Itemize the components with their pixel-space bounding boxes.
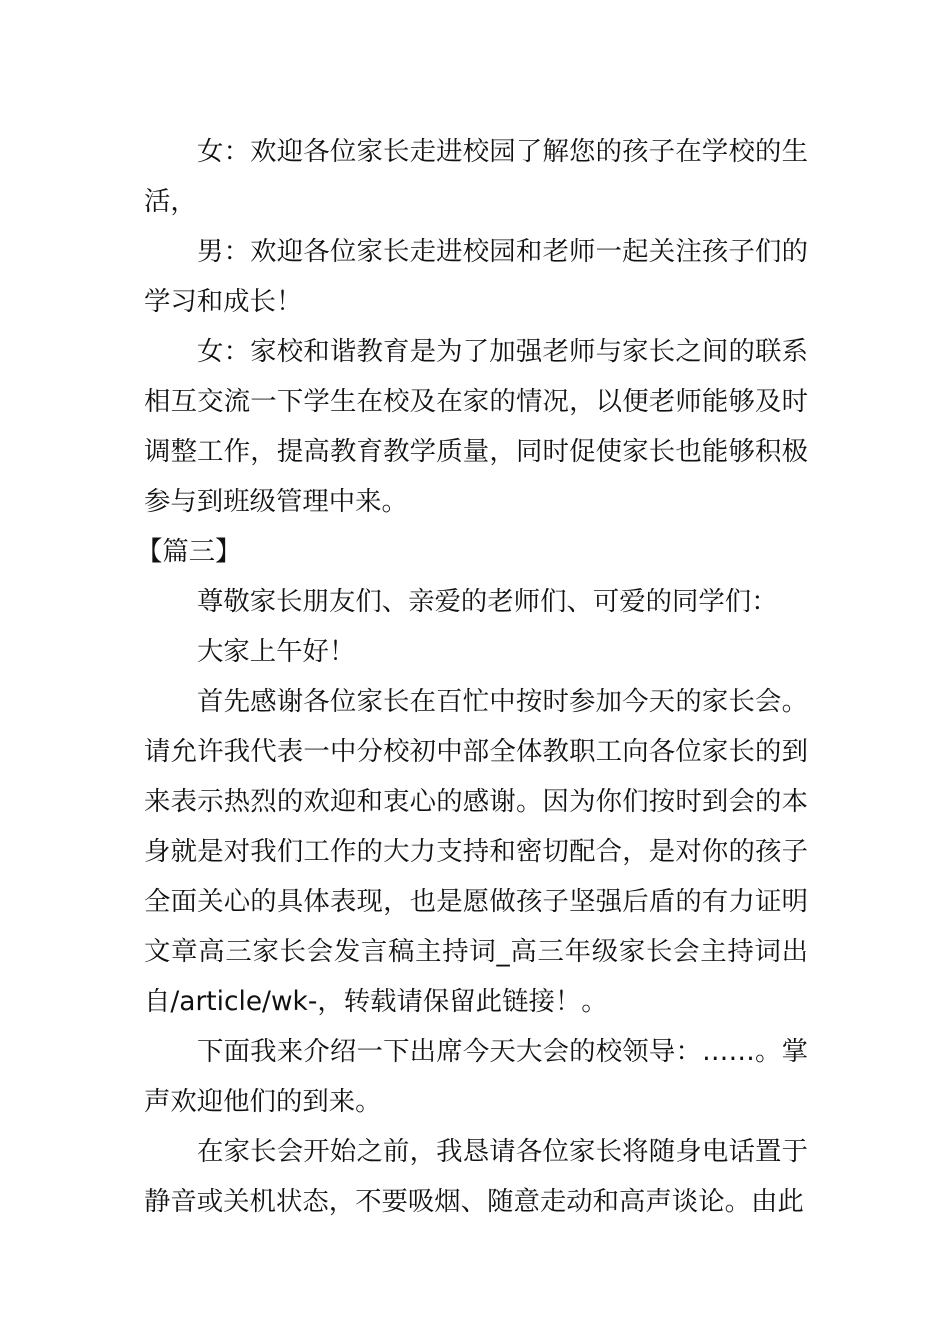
paragraph-salutation: 尊敬家长朋友们、亲爱的老师们、可爱的同学们： xyxy=(197,586,778,617)
paragraph-thanks: 首先感谢各位家长在百忙中按时参加今天的家长会。请允许我代表一中分校初中部全体教职工向各位家长的到来表示热烈的欢迎和衷心的感谢。因为你们按时到会的本身就是对我们工作的大力支持和密切配合，是对你的孩子全面关心的具体表现，也是愿做孩子坚强后盾的有力证明文章高三家长会发言稿主持词_高三年级家长会主持词出自/article/wk-，转载请保留此链接！。 xyxy=(144,686,808,1017)
paragraph-greeting: 大家上午好！ xyxy=(197,636,356,667)
paragraph-female-welcome: 女：欢迎各位家长走进校园了解您的孩子在学校的生活， xyxy=(144,136,808,217)
paragraph-phone-request: 在家长会开始之前，我恳请各位家长将随身电话置于静音或关机状态，不要吸烟、随意走动和高声谈论。由此 xyxy=(144,1136,808,1217)
document-body xyxy=(136,127,808,1227)
section-heading: 【篇三】 xyxy=(136,536,242,567)
paragraph-introduce-leaders: 下面我来介绍一下出席今天大会的校领导：……。掌声欢迎他们的到来。 xyxy=(144,1036,808,1117)
paragraph-male-welcome: 男：欢迎各位家长走进校园和老师一起关注孩子们的学习和成长！ xyxy=(144,236,808,317)
paragraph-home-school-education: 女：家校和谐教育是为了加强老师与家长之间的联系相互交流一下学生在校及在家的情况，以便老师能够及时调整工作，提高教育教学质量，同时促使家长也能够积极参与到班级管理中来。 xyxy=(144,336,808,517)
